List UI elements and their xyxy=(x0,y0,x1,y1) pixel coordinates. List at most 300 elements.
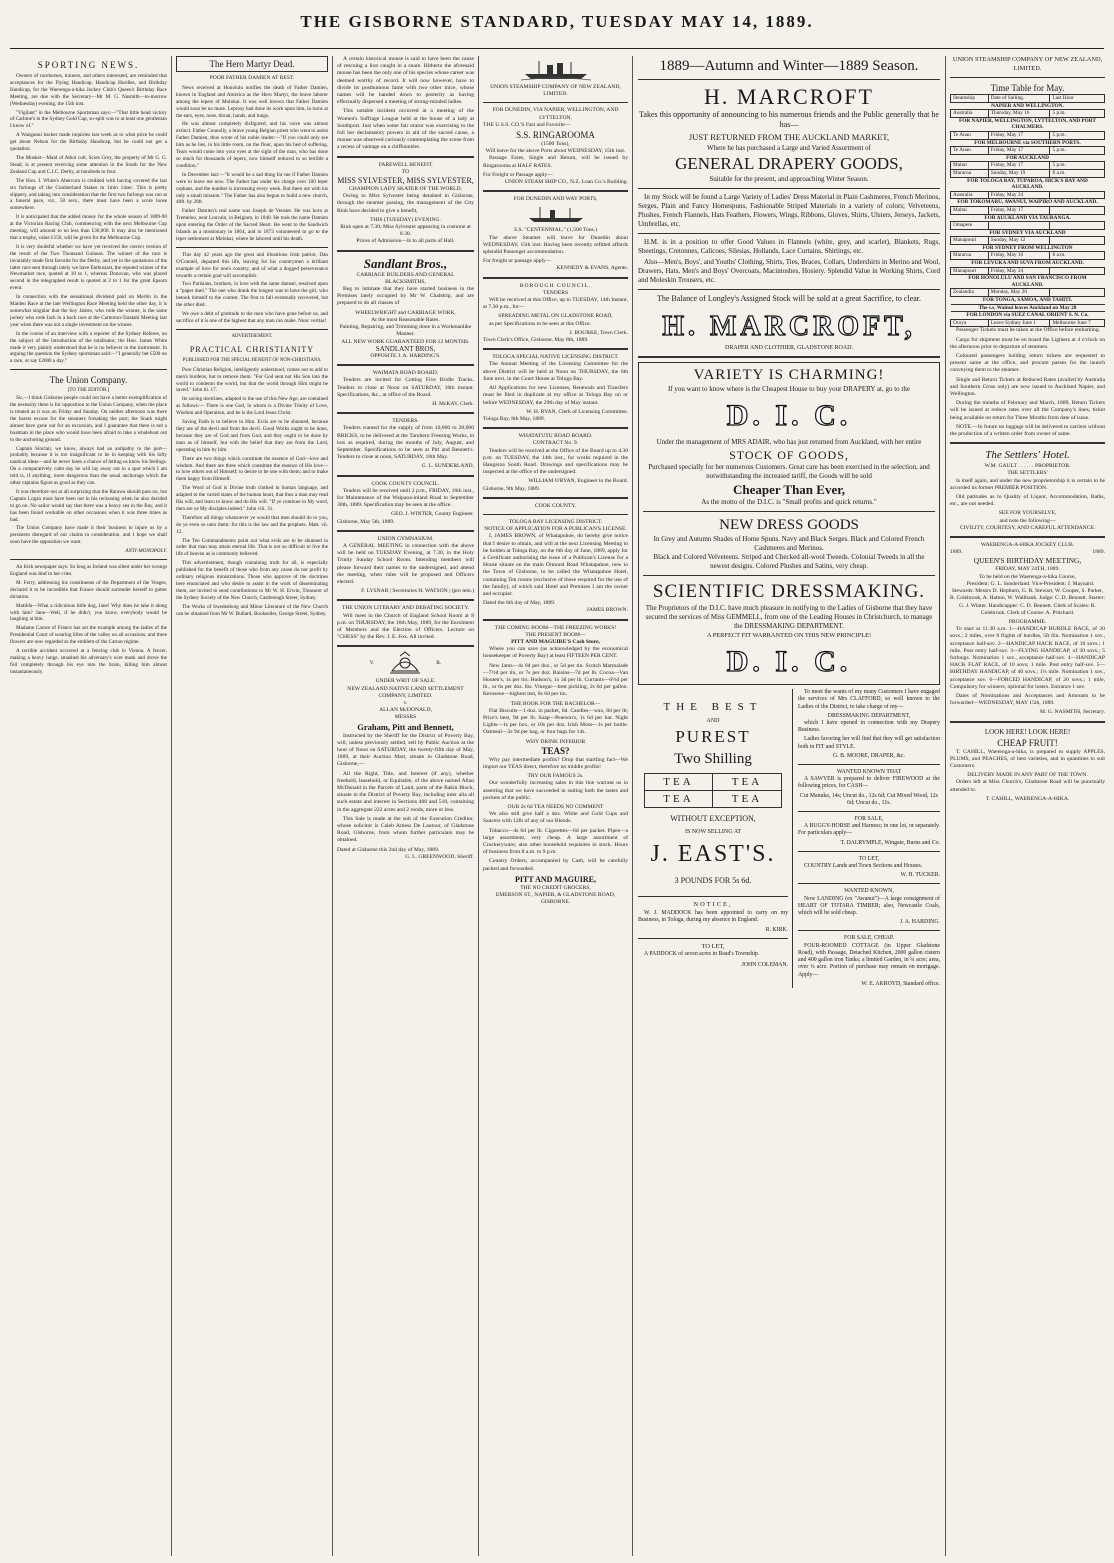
brief-paragraph: M. Ferry, addressing his constituents of the Department of the Vosges, declared it to be incredible that France should surrender herself to gutter dictation. xyxy=(10,579,167,600)
cook-date: Gisborne, May 5th, 1889. xyxy=(337,518,395,525)
timetable-body xyxy=(951,102,1105,327)
stock-paragraph: Also—Men's, Boys', and Youths' Clothing, Shirts, Ties, Braces, Collars, Undershirts in Merino and Wool, Drawers, Hats, Men's and Boys' Overcoats, Macintoshes, Hosiery. Splendid Value in Working Shirts, Cord and Moleskin Trousers, etc. xyxy=(638,258,940,284)
divider xyxy=(638,896,788,897)
tologa-bay-notice: NOTICE OF APPLICATION FOR A PUBLICAN'S LICENSE. xyxy=(484,526,627,533)
programme-list: To start at 11.30 a.m. 1—HANDICAP HURDLE RACE, of 30 sovs.; 2 miles, over 8 flights of hurdles, 5ft 6in. Nomination 1 sov., acceptance half-sov. 2—HANDICAP HACK RACE, of 10 sovs.; 1 mile. Post entry half-sov. 3—FLYING HANDICAP, of 30 sovs.; 5 furlongs. Nomination 1 sov., acceptance half-sov. 4—HANDICAP HACK FLAT RACE, of 10 sovs; 1 mile. Post entry half-sov. 5—BIRTHDAY HANDICAP, of 40 sovs.; 1¼ mile. Nomination 1 sov., acceptance sov. 6—FORCED HANDICAP, of 20 sovs.; 1 mile, Compulsory for winners, optional for losers. Entrance 1 sov. xyxy=(950,626,1105,690)
tenders-signature: G. L. SUNDERLAND, xyxy=(421,463,474,470)
small-ads xyxy=(793,689,940,988)
divider xyxy=(337,156,474,158)
jockey-club-year: 1889. xyxy=(950,549,963,556)
timetable-cell: Thursday, May 16 xyxy=(988,110,1050,118)
timetable-section-label: FOR TOKOMARU, AWANUI, WAIPIRO AND AUCKLAND. xyxy=(951,199,1105,207)
ad-paragraph: Coloured passengers holding return tickets are requested to present same at the office, and procure passes for the launch conveying them to the steamer. xyxy=(950,353,1105,374)
whatatutu-date: Gisborne, 9th May, 1889. xyxy=(483,485,541,492)
sandlant-rates: At the most Reasonable Rates. xyxy=(371,316,440,323)
masthead-rule xyxy=(10,48,1104,49)
usc-route: FOR DUNEDIN, VIA NAPIER, WELLINGTON, AND LYTTELTON. xyxy=(492,107,619,121)
hero-title-box xyxy=(176,56,328,72)
tologa-heading: TOLOGA SPECIAL NATIVE LICENSING DISTRICT. xyxy=(492,354,619,361)
usc-tons: (1500 Tons), xyxy=(541,141,570,148)
timetable-section-label: FOR TOLOGA BAY, TUPAROA, HICK'S BAY AND AUCKLAND. xyxy=(951,177,1105,191)
marcroft-banner: H. MARCROFT, xyxy=(662,311,916,342)
no-credit-grocers: THE NO CREDIT GROCERS, xyxy=(520,884,591,891)
meeting-venue: To be held on the Waerenga-a-hika Course, xyxy=(979,573,1076,580)
marcroft-name: H. MARCROFT xyxy=(704,84,874,109)
divider xyxy=(798,764,940,765)
for-sale-signature: W. E. AKROYD, Standard office. xyxy=(861,980,940,987)
timetable-row xyxy=(951,319,1105,327)
tea-label: TEA xyxy=(645,791,713,807)
timetable-row xyxy=(951,289,1105,297)
timetable-cell xyxy=(1050,222,1105,230)
article-paragraph: It is anticipated that the added money for the whole season of 1889-90 at the Victorian Racing Club, commencing with the next Melbourne Cup meeting, will amount to no less than £36,000. It may also be mentioned that a trophy, value £150, will be given for the Melbourne Cup. xyxy=(10,214,167,241)
for-sale-text: A BUGGY-HORSE and Harness; in one lot, or separately. For particulars apply— xyxy=(798,823,940,837)
union-gym-heading: UNION GYMNASIUM. xyxy=(377,535,434,542)
timetable-section-row xyxy=(951,229,1105,237)
timetable-cell: Friday, May 17 xyxy=(988,162,1050,170)
article-paragraph: In December last:—"It would be a sad thing for me if Father Damien were to leave me now. The Father has under his charge over 100 leper orphans, and the number is increasing every week. But there are with his only a small mission." The Father has also begun to build a new church, 40ft. by 20ft. xyxy=(176,171,328,206)
sandlant-heading: Sandlant Bros., xyxy=(363,255,448,271)
waimata-heading: WAIMATA ROAD BOARD, xyxy=(372,370,439,377)
timetable-section-label: FOR MELBOURNE via SOUTHERN PORTS. xyxy=(951,139,1105,147)
timetable-cell: Mararoa xyxy=(951,169,989,177)
letter-signature: ANTI-MONOPOLY. xyxy=(125,548,167,555)
writ-defendant: ALLAN McDONALD, xyxy=(379,707,432,714)
timetable-row xyxy=(951,222,1105,230)
farewell-heading: FAREWELL BENEFIT xyxy=(378,161,433,168)
timetable-section-row xyxy=(951,260,1105,268)
timetable-section-row xyxy=(951,199,1105,207)
farewell-names: MISS SYLVESTER, MISS SYLVESTER, xyxy=(337,176,474,186)
divider xyxy=(638,938,788,939)
writ-date: Dated at Gisborne this 2nd day of May, 1889. xyxy=(337,846,440,853)
divider xyxy=(337,412,474,414)
timetable-row xyxy=(951,206,1105,214)
article-paragraph: It is very doubtful whether we have yet received the correct version of the result of the Two Thousand Guineas. The winner of the race is invariably made first favorite for the Derby, and yet in the quotations of the latter race sent through lately we have Enthusiast, the reputed winner of the Newmarket race, quoted at 10 to 1, whereas Donovan, who was placed second in the telegraphed result is quoted at 2 to 1 for the great Epsom event. xyxy=(10,243,167,292)
letter-paragraph: The Union Company have made it their business to injure us by a persistent disregard of our claims to consideration, and I hope we shall soon have the opposition we want. xyxy=(10,525,167,546)
article-paragraph: In connection with the sensational dividend paid on Merlin in the Maiden Race at the late Wellington Race Meeting held the other day, it is somewhat singular that the boy James, who rode the winner, is the same jockey who rode Jack in a hack race at the Carterton-Taratahi Meeting last year when there was not a single investment on the winner. xyxy=(10,294,167,328)
timetable-header-cell: Date of Sailing. xyxy=(988,95,1050,103)
masthead xyxy=(0,0,1114,44)
timetable-cell: 5 p.m. xyxy=(1050,147,1105,155)
timetable-section-row xyxy=(951,214,1105,222)
wanted-known-heading: WANTED KNOWN THAT xyxy=(836,769,902,776)
timetable-cell: Friday, May 17 xyxy=(988,147,1050,155)
dressmaking-text: The Proprietors of the D.I.C. have much pleasure in notifying to the Ladies of Gisborne that they have secured the services of Miss GEMMELL, from one of the Leading Houses in Christchurch, to manage the DRESSMAKING DEPARTMENT. xyxy=(645,604,933,631)
ad-paragraph: Cargo for shipment must be on board the Lighters at 4 o'clock on the afternoon prior to departure of steamers. xyxy=(950,336,1105,350)
purest: PUREST xyxy=(675,727,751,747)
article-paragraph: The Hon. J. White's Abercorn is credited with having covered the last six furlongs of the Cumberland Stakes in 1min 14sec. This is pretty slippery, and taking into consideration that the first two furlongs was run at a funeral pace, viz., 58 secs., there must have been a score loose somewhere. xyxy=(10,177,167,212)
tea-grid xyxy=(644,773,782,808)
union-gym-signature: F. LYSNAR | Secretaries H. WATSON | (pro tem.) xyxy=(361,588,474,595)
timetable-section-label: NAPIER AND WELLINGTON. xyxy=(951,102,1105,110)
for-sale-heading: FOR SALE, xyxy=(854,816,884,823)
ad-paragraph: Orders left at Miss Church's, Gladstone Road will be punctually attended to. xyxy=(950,779,1105,793)
timetable-cell xyxy=(1050,267,1105,275)
timetable-row xyxy=(951,147,1105,155)
jockey-club-year: 1889. xyxy=(1092,549,1105,556)
settlers-hotel-heading: The Settlers' Hotel. xyxy=(985,449,1070,462)
season-header: 1889—Autumn and Winter—1889 Season. xyxy=(659,58,919,74)
stock-paragraph: In my Stock will be found a Large Variety of Ladies' Dress Material in Plain Cashmeres, French Merinos, Serges, Plain and Fancy Homespuns, Fashionable Striped Materials in a variety of colors; Velveteens, Plushes, French Flannels, Hats Feathers, Flowers, Wings, Ribbons, Gloves, Shirts, Ulsters, Jerseys, Jackets, Umbrellas, etc. xyxy=(638,193,940,228)
ad-paragraph: Will meet in the Church of England School Room at 8 p.m. on THURSDAY, the 16th May, 1889, for the Enrolment of Members and the Election of Officers. Lecture on "CHESS" by the Rev. J. E. Fox. All invited. xyxy=(337,612,474,641)
sandlant-paint: Painting, Repairing, and Trimming done in a Workmanlike Manner. xyxy=(339,324,472,338)
ad-paragraph: Beg to intimate that they have started business in the Premises lately occupied by Mr W. Chabdrip, and are prepared to do all classes of xyxy=(337,286,474,307)
divider xyxy=(483,102,628,103)
teas-heading: TEAS? xyxy=(541,745,570,756)
moore-text: which I have opened in connection with my Drapery Business. xyxy=(798,720,940,734)
farewell-rink: Rink open at 7.30; Miss Sylvester appearing in costume at 8.30. xyxy=(340,224,471,238)
jockey-club-heading: WAERENGA-A-HIKA JOCKEY CLUB. xyxy=(980,542,1075,549)
timetable-cell xyxy=(1050,191,1105,199)
hero-subheading: POOR FATHER DAMIEN AT REST. xyxy=(209,75,295,81)
to-let-heading: TO LET, xyxy=(858,855,880,862)
pitt-maguire-store: PITT AND MAGUIRE'S Cash Store, xyxy=(511,638,600,645)
timetable-row xyxy=(951,191,1105,199)
ad-paragraph: Passenger Tickets must be taken at the Office before embarking. xyxy=(956,327,1101,334)
to-let-signature: JOHN COLEMAN. xyxy=(741,961,788,968)
timetable-cell: Monday, May 20 xyxy=(988,289,1050,297)
timetable-cell: Mararoa xyxy=(951,252,989,260)
timetable-cell: Maitai xyxy=(951,206,989,214)
timetable-row xyxy=(951,110,1105,118)
ad-paragraph: Is itself again, and under the new proprietorship it is certain to be accorded its former PREMIER POSITION. xyxy=(950,477,1105,491)
article-paragraph: Two Parisians, brothers, in love with the same damsel, resolved upon a "paper duel." The one who drank the longest was to have the girl, who betook himself to the contest. The first to fall eventually recovered, but the other died. xyxy=(176,281,328,309)
farewell-when: THIS (TUESDAY) EVENING. xyxy=(370,216,441,223)
divider xyxy=(337,364,474,366)
article-paragraph: A certain historical mouse is said to have been the cause of rescuing a lion caught in a snare. Hitherto the aforesaid mouse has been the only one of his species whose career was deemed worthy of record. It will now however, have to divide its posthumous fame with two other mice, whose names will be handed down to posterity as having effectually dispersed a meeting of strong-minded ladies. xyxy=(337,56,474,106)
union-company-heading: The Union Company. xyxy=(49,375,128,386)
tea-label: TEA xyxy=(731,793,763,806)
divider xyxy=(483,427,628,429)
article-paragraph: The Word of God is Divine truth clothed in human language, and adapted to the varied states of the human heart, that thus a man may read His will, and learn to know and do His will. "If ye continue in My word, then are ye My disciples indeed." John viii. 31. xyxy=(176,485,328,512)
to-the-editor: [TO THE EDITOR.] xyxy=(67,388,110,394)
timetable-cell: Te Anau xyxy=(951,131,989,139)
timetable-section-row xyxy=(951,177,1105,191)
pitt-maguire-name: PITT AND MAGUIRE, xyxy=(515,874,596,884)
divider xyxy=(483,619,628,621)
cahill-signature: T. CAHILL, WAERENGA-A-HIKA. xyxy=(985,795,1070,802)
timetable-cell: Zealandia xyxy=(951,289,989,297)
ad-paragraph: Why pay intermediate profits? Drop that startling fact—We import our TEAS direct, therefore no middle profits! xyxy=(483,756,628,771)
brief-paragraph: A terrible accident occurred at a fencing club in Vienna. A fencer, making a heavy lunge, smashed his adversary's wire mask and drove the foil completely through his eye into the brain, killing him almost instantaneously. xyxy=(10,648,167,675)
article-paragraph: This advertisement, though containing truth for all, is especially published for the benefit of those who from any cause do not profit by ordinary religious ministrations. Those who approve of the doctrines here enunciated and who desire to assist in the work of disseminating them, are invited to send contributions to Mr W. H. Erwin, Treasurer of the Sydney Society of the New Church, Castlereagh Street, Sydney. xyxy=(176,560,328,601)
whatatutu-heading: WHATATUTU ROAD BOARD. xyxy=(518,433,593,440)
timetable-section-label: FOR LEVUKA AND SUVA FROM AUCKLAND. xyxy=(951,260,1105,268)
ad-paragraph: During the months of February and March, 1889, Return Tickets will be issued at reduce rates over all the Company's lines, ticket being available on return for Three Months from date of issue. xyxy=(950,400,1105,421)
article-paragraph: Father Damien's real name was Joseph de Veuster. He was born at Tremeloo, near Louvain, in Belgium, in 1840. He took the name Damien upon entering the Order of the Sacred Heart. He went to the Sandwich Islands as a missionary in 1864, and in 1873 volunteered to go to the leper settlement at Molokai, where he labored until his death. xyxy=(176,208,328,242)
timetable-header-cell: Steamship xyxy=(951,95,989,103)
dic-motto: As the motto of the D.I.C. is "Small profits and quick returns." xyxy=(701,498,877,507)
price-list: Flat Biscuits—1 doz. in packet, 6d. Candles—wax, 8d per lb; Price's best, 9d per lb. Soap—Pearson's, 1s 6d per bar. Night Lights—1s per box, or 10s per doz. Irish Moss—1s per bottle. Oatmeal—3s 9d per bag, or four bags for 14s. xyxy=(483,707,628,736)
divider xyxy=(798,883,940,884)
writ-signature: G. L. GREENWOOD, Sheriff. xyxy=(405,853,474,860)
borough-work: SPREADING METAL ON GLADSTONE ROAD, xyxy=(498,313,613,320)
article-paragraph: The Works of Swedenborg and Minor Literature of the New Church can be obtained from Mr W. Bullard, Bookseller, George Street, Sydney. xyxy=(176,603,328,617)
divider xyxy=(337,475,474,477)
timetable-cell: Manapouri xyxy=(951,267,989,275)
the-best: THE BEST xyxy=(663,701,763,714)
writ-heading: UNDER WRIT OF SALE. xyxy=(375,678,436,685)
divider xyxy=(337,599,474,601)
timetable-header-row xyxy=(951,95,1105,103)
farewell-to: TO xyxy=(401,168,410,175)
divider xyxy=(10,369,167,370)
centennial-route: FOR DUNEDIN AND WAY PORTS, xyxy=(513,196,598,203)
timetable-row xyxy=(951,169,1105,177)
steamship-icon xyxy=(526,206,586,224)
column-separator xyxy=(632,56,633,1556)
marcroft-purchased: Where he has purchased a Large and Varied Assortment of xyxy=(707,144,871,152)
without-exception: WITHOUT EXCEPTION, xyxy=(670,814,756,824)
divider xyxy=(483,514,628,515)
tologa-signature: W. H. RYAN, Clerk of Licensing Committee. xyxy=(526,408,628,415)
moore-signature: G. B. MOORE, DRAPER, &c. xyxy=(833,752,905,759)
steamship-icon xyxy=(521,59,591,81)
timetable-cell: Australia xyxy=(951,110,989,118)
whatatutu-contract: CONTRACT No. 9. xyxy=(532,440,579,447)
divider xyxy=(638,188,940,189)
divider xyxy=(638,289,940,290)
settlers-name: THE SETTLERS' xyxy=(1007,470,1048,477)
ad-paragraph: Old patitudes as to Quality of Liquor, Accommodation, Baths, etc., are not needed. xyxy=(950,494,1105,508)
waimata-signature: H. McKAY, Clerk. xyxy=(432,400,474,407)
to-let-text: A PADDOCK of seven acres in Read's Township. xyxy=(644,951,760,958)
column-separator xyxy=(945,56,946,1556)
ad-paragraph: This Sale is made at the suit of the Execution Creditor, whose solicitor is Caleb Amess De Lautour, of Gladstone Road, Gisborne, from whom further particulars may be obtained. xyxy=(337,815,474,844)
timetable-cell: Leave Sydney June 1 xyxy=(988,319,1050,327)
meeting-date: FRIDAY, MAY 24TH, 1889. xyxy=(995,566,1060,573)
timetable-cell: Sunday, May 12 xyxy=(988,237,1050,245)
for-sale-text: FOUR-ROOMED COTTAGE (in Upper Gladstone Road), with Passage, Detached Kitchen, 2000 gallon cistern and 400 gallon iron Tanks; a limited Garden, in ¼ acre; area, over ¼ acre. Portion of purchase may remain on mortgage. Apply— xyxy=(798,942,940,978)
timetable-cell: Manapouri xyxy=(951,237,989,245)
perfect-fit: A PERFECT FIT WARRANTED ON THIS NEW PRINCIPLE! xyxy=(706,632,872,640)
ad-paragraph: The above Steamer will leave for Dunedin about WEDNESDAY, 15th inst. Having been recently refitted affords splendid Passenger accommodation. xyxy=(483,234,628,256)
bachelor-heading: THE BOOK FOR THE BACHELOR— xyxy=(510,700,601,707)
present-boom: THE PRESENT BOOM— xyxy=(525,631,586,638)
royal-crest-row xyxy=(337,651,474,675)
ad-paragraph: Instructed by the Sheriff for the District of Poverty Bay, will, unless previously settled, sell by Public Auction at the hour of Noon on SATURDAY, the twenty-fifth day of May, 1889, at their Auction Mart, situate in Gladstone Road, Gisborne,— xyxy=(337,732,474,768)
general-drapery-goods: GENERAL DRAPERY GOODS, xyxy=(675,154,903,173)
timetable-section-row xyxy=(951,117,1105,131)
wanted-known-heading: WANTED KNOWN, xyxy=(844,888,894,895)
scientific-dressmaking: SCIENTIFIC DRESSMAKING. xyxy=(652,581,926,603)
lower-ads xyxy=(638,689,940,988)
dic-purchased: Purchased specially for her numerous Customers. Great care has been exercised in the selection, and notwithstanding the increased tariff, the Goods will be sold xyxy=(648,463,930,481)
writ-firm: Graham, Pitt and Bennett, xyxy=(357,721,454,732)
ad-paragraph: Dates of Nominations and Acceptances and Amounts to be forwarded—WEDNESDAY, MAY 15th, 1889. xyxy=(950,692,1105,707)
new-dress-text: In Grey and Autumn Shades of Home Spuns. Navy and Black Serges. Black and Colored French Cashmeres and Merinos. xyxy=(653,535,925,553)
timetable-cell xyxy=(1050,206,1105,214)
article-paragraph: In the course of an interview with a reporter of the Sydney Referee, on the subject of the introduction of the totalisator, the Hon. James White made it very plainly understood that he is no believer in the instrument. In arguing the question the Sydney sportsman said:—"I generally bet £500 on a race, or say £2000 a day." xyxy=(10,330,167,365)
letter-paragraph: It was therefore not at all surprising that the Rarawa should pass on, but Captain Logan must have been out in his reckoning when he also decided to go on. No sailor would say that there was a heavy sea in the Bay, and it has been found workable on other occasions when it was three times as bad. xyxy=(10,488,167,523)
timetable-section-label: FOR SYDNEY VIA AUCKLAND xyxy=(951,229,1105,237)
brief-paragraph: An Irish newspaper says: So long as Ireland was silent under her wrongs England was deaf to her cries. xyxy=(10,564,167,577)
ad-paragraph: Tenders wanted for the supply of from 10,000 to 20,000 BRICKS, to be delivered at the Taruheru Freezing Works, in lots as required, during the months of July, August, and September. Specifications to be seen at Pitt and Bennett's. Tenders to close at noon, SATURDAY, 18th May. xyxy=(337,425,474,461)
settlers-motto: CIVILITY, COURTESY, AND CAREFUL ATTENDANCE. xyxy=(959,524,1096,531)
marcroft-suitable: Suitable for the present, and approaching Winter Season. xyxy=(709,175,869,183)
writ-messrs: MESSRS xyxy=(394,714,417,721)
article-paragraph: We owe a debt of gratitude to the men who have gone before us, and sacrifice of it is one of the highest that any man can make. Nunc veritas! xyxy=(176,311,328,324)
timetable-cell: 5 p.m. xyxy=(1050,162,1105,170)
tea-advertisement xyxy=(638,689,793,988)
divider xyxy=(483,348,628,350)
timetable-section-label: FOR AUCKLAND xyxy=(951,154,1105,162)
now-selling: IS NOW SELLING AT xyxy=(684,829,742,836)
timetable-header-cell: Last Hour xyxy=(1050,95,1105,103)
ad-paragraph: Our wonderfully increasing sales in this line warrant us in asserting that we have succeeded in suiting both the tastes and pockets of the public. xyxy=(483,780,628,801)
divider xyxy=(950,721,1105,723)
borough-signature: J. BOURKE, Town Clerk. xyxy=(569,329,628,336)
timetable-cell xyxy=(1050,237,1105,245)
timetable xyxy=(950,94,1105,327)
ad-paragraph: Where you can save (as acknowledged by the economical housekeeper of Poverty Bay) at least FIFTEEN PER CENT. xyxy=(483,646,628,660)
advertisement-label: ADVERTISEMENT. xyxy=(231,333,273,339)
notice-signature: R. KIRK. xyxy=(765,927,788,934)
ad-paragraph: The Annual Meeting of the Licensing Committee for the above District will be held at Noon on THURSDAY, the 6th June next, in the Court House at Tologa Bay. xyxy=(483,361,628,382)
notice-heading: NOTICE, xyxy=(693,901,733,909)
divider xyxy=(950,536,1105,538)
article-paragraph: A Wanganui backer made inquiries last week as to what price he could get about Nelson for the Birthday Handicap, but he could not get a quotation. xyxy=(10,132,167,153)
divider xyxy=(638,79,940,80)
moore-department: DRESSMAKING DEPARTMENT, xyxy=(827,712,911,719)
dic-if-you: If you want to know where is the Cheapest House to buy your DRAPERY at, go to the xyxy=(668,385,910,394)
two-shilling: Two Shilling xyxy=(674,751,752,768)
farewell-subheading: CHAMPION LADY SKATER OF THE WORLD. xyxy=(348,186,463,193)
divider xyxy=(10,559,167,560)
and-label: AND xyxy=(706,718,720,725)
birthday-meeting: QUEEN'S BIRTHDAY MEETING, xyxy=(973,556,1082,566)
tbl-date: Dated the 6th day of May, 1889. xyxy=(483,600,556,607)
jockey-club-years xyxy=(950,549,1105,556)
tea-label: TEA xyxy=(713,774,781,791)
article-paragraph: He was almost completely disfigured, and his voice was almost extinct. Father Connolly, a brave young Belgian priest who went to assist Father Damien, thus wrote of his noble leader:—"If you could only see him as he lies, in his little room, on the floor, upon his bed of suffering. Tears would come into your eyes at the sight of the man, who has done so much for thousands of lepers, now himself reduced to so terrible a condition." xyxy=(176,121,328,169)
divider xyxy=(337,250,474,252)
for-sale-signature: T. DALRYMPLE, Wingate, Burns and Co. xyxy=(840,839,940,846)
settlers-see: SEE FOR YOURSELVE, xyxy=(998,510,1057,517)
column-6 xyxy=(950,56,1105,1556)
ad-paragraph: All the Right, Title, and Interest (if any), whether freehold, leasehold, or Equitable, of the above named Allan McDonald in the Parcels of Land, parts of the Rakiu Block, situate in the District of Poverty Bay, including inter alia all such estate and interest in Sections 408 and 510, containing in the aggregate 222 acres and 2 roods, more or less. xyxy=(337,770,474,813)
article-paragraph: This day 42 years ago the great and illustrious Irish patriot, Dan O'Connell, departed this life, leaving for his countrymen a brilliant example of love for one's country, and of what a dogged perseverance towards a certain goal will accomplish. xyxy=(176,251,328,279)
divider xyxy=(638,356,940,358)
longley-balance: The Balance of Longley's Assigned Stock will be sold at a great Sacrifice, to clear. xyxy=(656,294,922,303)
divider xyxy=(638,233,940,234)
divider xyxy=(798,811,940,812)
article-paragraph: Owners of racehorses, trainers, and others interested, are reminded that acceptances for the Flying Handicap, Handicap Hurdles, and Birthday Handicap, for the Waerenga-a-hika Jockey Club's Queen's Birthday Race Meeting, are due with the Secretary—Mr M. G. Nasmith—to-morrow (Wednesday) evening, the 15th inst. xyxy=(10,73,167,107)
sandlant-opposite: OPPOSITE J. A. HARDING'S. xyxy=(370,352,441,359)
stock-paragraph: H.M. is in a position to offer Good Values in Flannels (white, grey, and scarlet), Blankets, Rugs, Sheetings, Cretonnes, Calicoes, Silesias, Hollands, Lace Curtains, Shirtings, etc. xyxy=(638,238,940,255)
settlers-notice: and note the following— xyxy=(999,517,1056,524)
timetable-section-label: FOR SYDNEY FROM WELLINGTON xyxy=(951,244,1105,252)
dic-management: Under the management of MRS ADAIR, who has just returned from Auckland, with her entire xyxy=(656,438,922,447)
borough-tenders: TENDERS xyxy=(542,289,569,296)
royal-crest-icon xyxy=(388,651,422,675)
ad-paragraph: Will be received at this Office, up to TUESDAY, 14th Instant, at 7.30 p.m., for— xyxy=(483,297,628,311)
ad-paragraph: Owing to Miss Sylvester being detained in Gisborne, through the steamer passing, the management of the City Rink have decided to give a benefit, xyxy=(337,193,474,214)
timetable-cell: 8 a.m. xyxy=(1050,169,1105,177)
timetable-cell xyxy=(988,222,1050,230)
j-easts: J. EAST'S. xyxy=(650,841,776,868)
centennial-agent: KENNEDY & EVANS, Agents. xyxy=(556,265,628,272)
why-drink: WHY DRINK INFERIOR xyxy=(525,738,586,745)
programme-heading: PROGRAMME. xyxy=(1008,618,1047,625)
timetable-section-row xyxy=(951,275,1105,289)
timetable-row xyxy=(951,252,1105,260)
column-separator xyxy=(171,56,172,1556)
divider xyxy=(483,497,628,499)
delivery-note: DELIVERY MADE IN ANY PART OF THE TOWN. xyxy=(967,772,1088,779)
moore-text: To meet the wants of my many Customers I have engaged the services of Mrs CLAFFORD, so well known to the Ladies of the District, to take charge of my— xyxy=(798,689,940,710)
ad-paragraph: Tenders will be received at the Office of the Board up to 4.30 p.m. on TUESDAY, the 14th inst., for works required in the Hangaroa South Road. Drawings and specifications may be inspected at the office of the undersigned. xyxy=(483,447,628,476)
officials-list: President: G. L. Sunderland. Vice-President: J. Maynard. Stewards: Messrs D. Hepburn, G. R. Stewart, W. Cooper, S. Parker, R. Colebrook, A. Hatton, W. Wallbank. Judge: C. D. Bennett. Starter: G. J. Winter. Handicapper: C. D. Bennett. Clerk of Scales: R. Colebrook. Clerk of Course: A. Pritchard. xyxy=(950,580,1105,616)
writ-versus: v. xyxy=(403,700,408,707)
marcroft-draper: DRAPER AND CLOTHIER, GLADSTONE ROAD. xyxy=(725,345,853,351)
crest-letter-v: V. xyxy=(369,659,375,666)
timetable-section-label: FOR LONDON via SUEZ CANAL ORIENT S. N. Co. xyxy=(951,312,1105,320)
article-paragraph: Saving Faith is to believe in Him. Evils are to be shunned, because they are of the devil and from the devil. Good Works ought to be done, because they are of God and from God, and they ought to be done by man as of himself, but with the belief that they are from the Lord, operating in him by him. xyxy=(176,419,328,453)
timetable-section-label: The s.s. Wainui leaves Auckland on May 28 xyxy=(951,304,1105,312)
sandlant-subheading: CARRIAGE BUILDERS AND GENERAL BLACKSMITHS, xyxy=(356,271,455,285)
marcroft-intro: Takes this opportunity of announcing to his numerous friends and the Public generally that he has— xyxy=(639,110,939,129)
marcroft-returned: JUST RETURNED FROM THE AUCKLAND MARKET, xyxy=(688,132,890,142)
cheap-fruit: CHEAP FRUIT! xyxy=(997,737,1058,748)
usc-heading: UNION STEAMSHIP COMPANY OF NEW ZEALAND, LIMITED. xyxy=(490,84,621,98)
for-sale-cheap-heading: FOR SALE, CHEAP. xyxy=(844,935,894,942)
firewood-prices: Cut Manuka, 14s; Uncut do., 12s 6d; Cut Mixed Wood, 12s 6d; Uncut do., 11s. xyxy=(800,792,938,806)
timetable-section-row xyxy=(951,312,1105,320)
brief-paragraph: Madame Carnot of France has set the example among the ladies of the Presidential Court of wearing lilies of the valley on all occasions, and three flowers are now regarded as the emblem of the Carnot régime. xyxy=(10,625,167,646)
timetable-row xyxy=(951,131,1105,139)
article-paragraph: "Vigilant" in the Melbourne Sportsman says:—"That little head victory of Carbine's in the Sydney Gold Cup, so-split was to at least one gentleman I know of." xyxy=(10,109,167,130)
tenders-heading: TENDERS. xyxy=(392,418,419,425)
timetable-section-label: FOR TONGA, SAMOA, AND TAHITI. xyxy=(951,297,1105,305)
practical-christianity-subheading: PUBLISHED FOR THE SPECIAL BENEFIT OF NON-CHRISTIANS. xyxy=(182,357,322,363)
timetable-row xyxy=(951,162,1105,170)
timetable-cell: Omapere xyxy=(951,222,989,230)
tea-comment: OUR 2s 6d TEA NEEDS NO COMMENT xyxy=(507,804,604,811)
ad-paragraph: Tobacco—4s 6d per lb. Cigarettes—6d per packet. Pipes—a large assortment, very cheap. A large assortment of Crockeryware; also other household requisites in stock. Hours of business from 8 a.m. to 9 p.m. xyxy=(483,827,628,856)
article-paragraph: There are two things which constitute the essence of God—love and wisdom. And there are three which constitute the essence of His love—to love others out of Himself; to desire to be one with them; and to make them happy from Himself. xyxy=(176,455,328,483)
column-2 xyxy=(176,56,328,1556)
article-paragraph: Pure Christian Religion, intelligently understood, comes not to add to men's burdens, but to remove them. "For God sent not His Son into the world to condemn the world, but that the world through Him might be saved." John iii. 17. xyxy=(176,366,328,394)
ad-paragraph: as per Specifications to be seen at this Office. xyxy=(489,320,591,327)
sporting-news-heading: SPORTING NEWS. xyxy=(37,60,140,70)
divider xyxy=(483,190,628,192)
dic-logo: D. I. C. xyxy=(726,399,852,433)
cook-council-heading: COOK COUNTY COUNCIL. xyxy=(371,480,440,487)
usc-ship-name: S.S. RINGAROOMA xyxy=(516,130,595,141)
article-paragraph: Its saving doctrines, adapted to the use of this New Age, are contained as follows:— There is one God, in whom is a Divine Trinity of Love, Wisdom and Operation, and he is the Lord Jesus Christ. xyxy=(176,396,328,417)
literary-heading: THE UNION LITERARY AND DEBATING SOCIETY. xyxy=(341,605,470,612)
coming-boom-heading: THE COMING BOOM—THE FREEZING WORKS! xyxy=(494,624,617,631)
tea-label: TEA xyxy=(645,774,713,791)
timetable-section-row xyxy=(951,244,1105,252)
usc-leave: Will leave for the above Ports about WEDNESDAY, 15th inst. xyxy=(485,148,626,155)
cook-signature: GEO. J. WINTER, County Engineer. xyxy=(391,511,474,518)
divider xyxy=(798,851,940,852)
masthead-title: THE GISBORNE STANDARD, TUESDAY MAY 14, 1889. xyxy=(300,12,814,31)
timetable-cell: Friday, May 10 xyxy=(988,252,1050,260)
brief-paragraph: Matilda—What a ridiculous little dog, Jane! Why does he take it along with him? Jane—Well, if he didn't, you know, everybody would be laughing at him. xyxy=(10,602,167,623)
sandlant-work: WHEELWRIGHT and CARRIAGE WORK, xyxy=(355,309,456,316)
column-3 xyxy=(337,56,474,1556)
borough-heading: BOROUGH COUNCIL. xyxy=(519,282,592,289)
cook-county-heading: COOK COUNTY. xyxy=(534,502,577,509)
centennial-ship: S.S. "CENTENNIAL," (1,500 Tons.) xyxy=(513,227,597,234)
article-paragraph: This notable incident occurred at a meeting of the Women's Suffrage League held at the house of a lady at Southport. Just when some fair orator was exercising to the full her declamatory powers in aid of the sacred cause, a mouse was observed curiously contemplating the scene from a recess of vantage on a chiffonnière. xyxy=(337,108,474,151)
ad-paragraph: All Applications for new Licenses, Renewals and Transfers must be filed in duplicate at my office at Tologa Bay on or before WEDNESDAY, the 29th day of May instant. xyxy=(483,385,628,406)
cheaper-than-ever: Cheaper Than Ever, xyxy=(732,482,846,498)
